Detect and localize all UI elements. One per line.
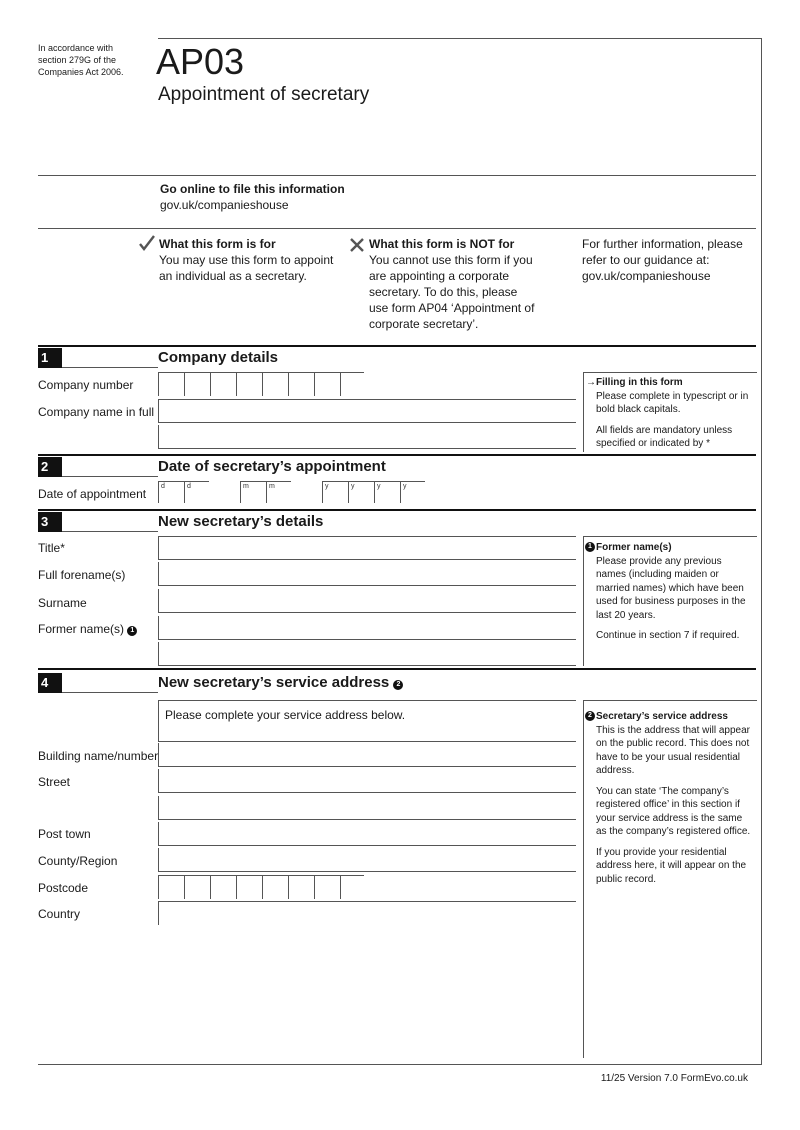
company-number-box[interactable]	[184, 372, 211, 396]
postcode-label: Postcode	[38, 881, 89, 895]
section-title-text: New secretary’s service address	[158, 674, 390, 691]
country-label: Country	[38, 907, 81, 921]
side-text: If you provide your residential address here, it will appear on the public record.	[596, 846, 747, 885]
side-heading-text: Filling in this form	[596, 377, 683, 388]
section-rule	[38, 454, 756, 456]
side-text: Please complete in typescript or in bold black capitals.	[596, 390, 749, 415]
company-name-field[interactable]	[158, 399, 576, 423]
street-field-line2[interactable]	[158, 796, 576, 820]
side-note-former-names	[583, 536, 757, 666]
note-1-icon: 1	[585, 542, 595, 552]
date-box-day[interactable]: d	[184, 481, 209, 503]
note-2-icon: 2	[585, 711, 595, 721]
date-box-year[interactable]: y	[400, 481, 425, 503]
side-text: This is the address that will appear on the public record. This does not have to be your usual residential address.	[596, 724, 750, 776]
section-rule	[38, 668, 756, 670]
side-heading-text: Secretary’s service address	[596, 711, 728, 722]
side-heading	[588, 541, 753, 555]
title-field[interactable]	[158, 536, 576, 560]
date-top	[158, 481, 208, 482]
former-name-field[interactable]	[158, 616, 576, 640]
bottom-border	[38, 1064, 762, 1065]
divider	[38, 175, 756, 176]
county-label: County/Region	[38, 854, 118, 868]
section-title	[158, 673, 403, 693]
section-number-rule	[62, 476, 158, 477]
instruction-text: Please complete your service address below.	[165, 708, 406, 722]
not-for-text: You cannot use this form if you are appointing a corporate secretary. To do this, please use form AP04 ‘Appointment of corporate secretary’.	[369, 253, 535, 331]
cross-icon	[348, 236, 366, 259]
section-number: 2	[38, 457, 62, 477]
company-number-box[interactable]	[262, 372, 289, 396]
company-number-box[interactable]	[314, 372, 341, 396]
side-text: All fields are mandatory unless specified or indicated by *	[596, 424, 733, 449]
forename-label: Full forename(s)	[38, 568, 126, 582]
side-heading	[588, 710, 753, 724]
company-number-box[interactable]	[340, 372, 364, 396]
date-box-year[interactable]: y	[322, 481, 347, 503]
online-url[interactable]: gov.uk/companieshouse	[160, 198, 289, 212]
street-label: Street	[38, 775, 71, 789]
date-box-year[interactable]: y	[374, 481, 399, 503]
form-code: AP03	[156, 41, 245, 82]
section-number: 3	[38, 512, 62, 532]
company-number-box[interactable]	[210, 372, 237, 396]
date-box-year[interactable]: y	[348, 481, 373, 503]
section-title: Date of secretary’s appointment	[158, 458, 386, 475]
title-label: Title*	[38, 541, 65, 555]
is-for-text: You may use this form to appoint an individual as a secretary.	[159, 253, 334, 283]
note-2-icon: 2	[393, 680, 403, 690]
postcode-box[interactable]	[236, 875, 263, 899]
divider	[38, 228, 756, 229]
note-1-icon: 1	[127, 626, 137, 636]
date-label: Date of appointment	[38, 487, 147, 501]
section-rule	[38, 345, 756, 347]
company-number-box[interactable]	[288, 372, 315, 396]
street-field[interactable]	[158, 769, 576, 793]
postcode-box[interactable]	[184, 875, 211, 899]
postcode-box[interactable]	[340, 875, 364, 899]
side-heading-text: Former name(s)	[596, 542, 672, 553]
section-title: Company details	[158, 349, 279, 366]
post-town-field[interactable]	[158, 822, 576, 846]
postcode-box[interactable]	[210, 875, 237, 899]
company-name-field-line2[interactable]	[158, 425, 576, 449]
is-for-heading: What this form is for	[159, 237, 276, 251]
postcode-box[interactable]	[314, 875, 341, 899]
surname-field[interactable]	[158, 589, 576, 613]
side-heading	[586, 376, 753, 390]
building-field[interactable]	[158, 743, 576, 767]
surname-label: Surname	[38, 596, 87, 610]
form-title: Appointment of secretary	[158, 84, 370, 105]
post-town-label: Post town	[38, 827, 91, 841]
online-heading: Go online to file this information	[160, 182, 345, 196]
postcode-box[interactable]	[262, 875, 289, 899]
section-title: New secretary’s details	[158, 513, 324, 530]
company-number-box[interactable]	[236, 372, 263, 396]
former-name-field-line2[interactable]	[158, 642, 576, 666]
date-box-month[interactable]: m	[266, 481, 291, 503]
section-number-rule	[62, 531, 158, 532]
postcode-box[interactable]	[288, 875, 315, 899]
not-for-heading: What this form is NOT for	[369, 237, 515, 251]
date-top	[322, 481, 424, 482]
company-name-label: Company name in full	[38, 405, 155, 419]
side-note-service-address	[583, 700, 757, 1058]
side-text: You can state ‘The company’s registered office’ in this section if your service address is the same as the company’s registered office.	[596, 785, 751, 837]
postcode-box[interactable]	[158, 875, 185, 899]
section-number: 4	[38, 673, 62, 693]
section-number-rule	[62, 367, 158, 368]
company-number-box[interactable]	[158, 372, 185, 396]
side-text: Please provide any previous names (including maiden or married names) which have been used for business purposes in the last 20 years.	[596, 555, 746, 621]
section-rule	[38, 509, 756, 511]
footer-version: 11/25 Version 7.0 FormEvo.co.uk	[600, 1073, 748, 1084]
side-note-filling	[583, 372, 757, 452]
former-name-label-text: Former name(s)	[38, 622, 125, 636]
arrow-icon: →	[586, 377, 596, 388]
section-number: 1	[38, 348, 62, 368]
right-border	[761, 38, 762, 1064]
legal-note: In accordance with section 279G of the Companies Act 2006.	[38, 43, 124, 77]
date-box-month[interactable]: m	[240, 481, 265, 503]
building-label: Building name/number	[38, 749, 159, 763]
further-info: For further information, please refer to our guidance at: gov.uk/companieshouse	[582, 237, 743, 283]
instruction-box	[158, 700, 576, 742]
tick-icon	[138, 234, 156, 257]
section-number-rule	[62, 692, 158, 693]
top-border	[158, 38, 762, 39]
company-number-label: Company number	[38, 378, 134, 392]
former-name-label	[38, 622, 137, 636]
side-text: Continue in section 7 if required.	[596, 630, 740, 641]
date-top	[240, 481, 290, 482]
country-field[interactable]	[158, 901, 576, 925]
county-field[interactable]	[158, 848, 576, 872]
box-top	[158, 372, 364, 373]
forename-field[interactable]	[158, 562, 576, 586]
date-box-day[interactable]: d	[158, 481, 183, 503]
